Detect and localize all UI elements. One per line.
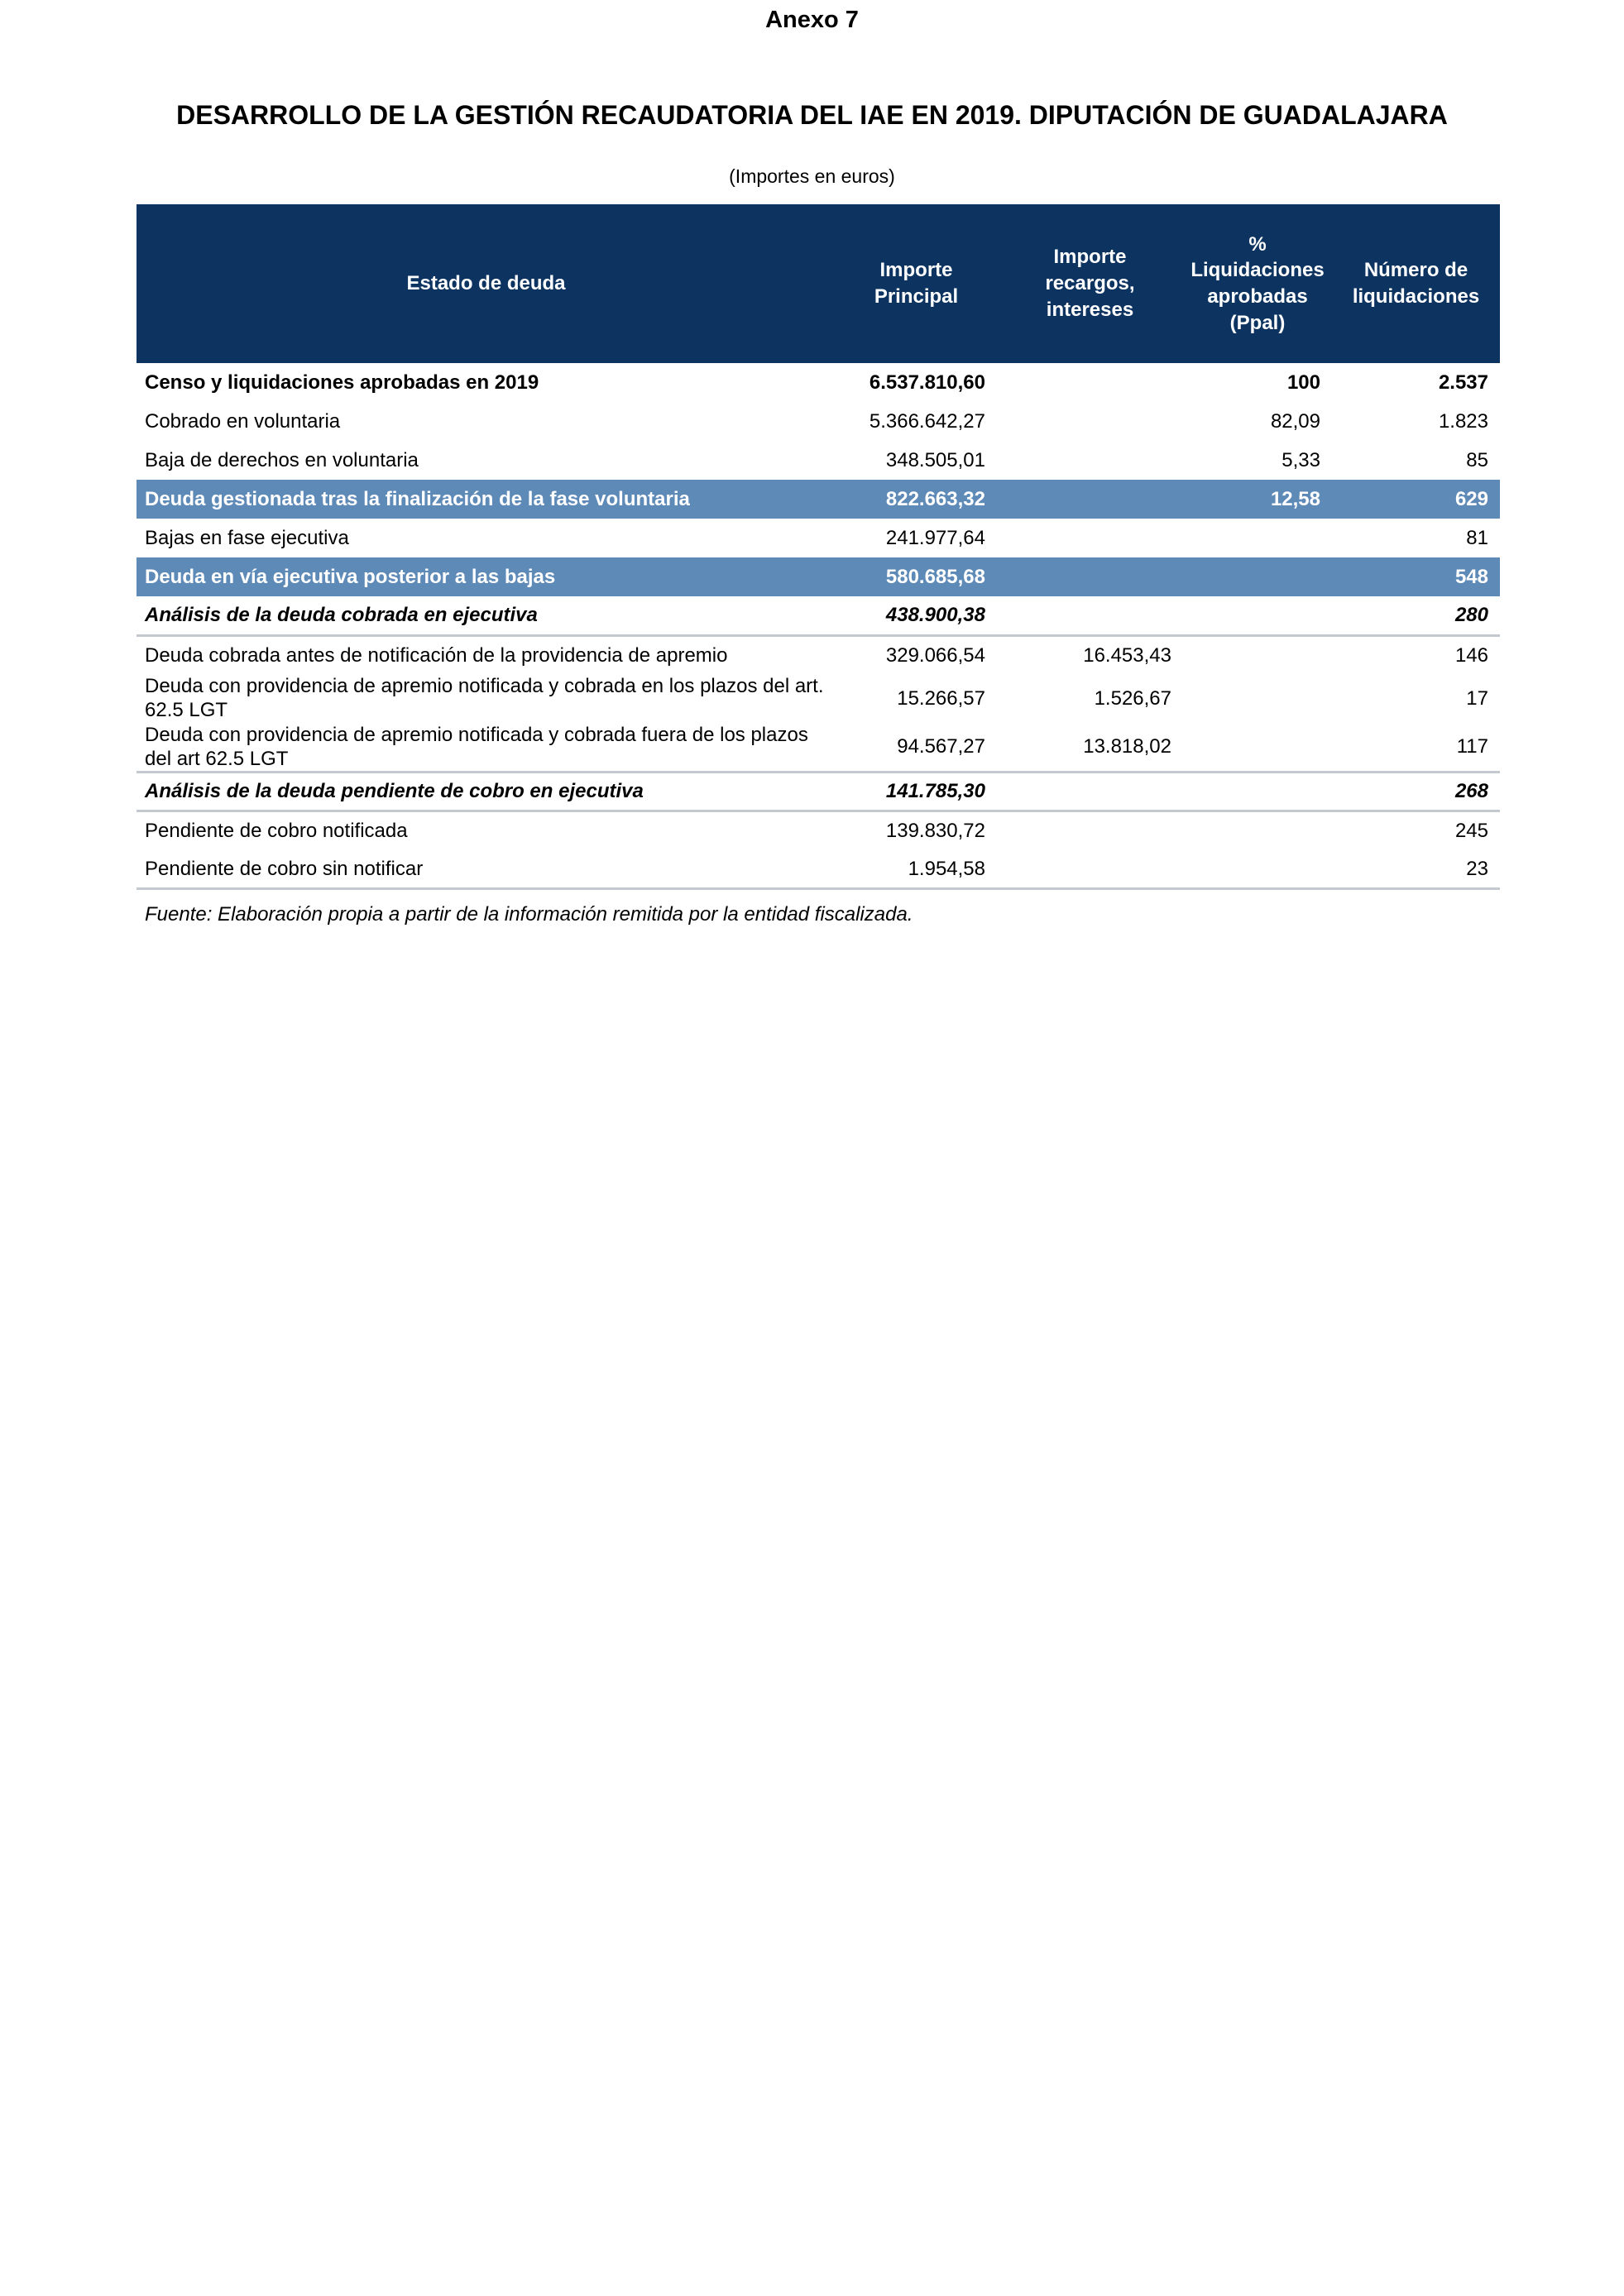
cell-importe-recargos bbox=[997, 402, 1183, 441]
cell-importe-recargos bbox=[997, 557, 1183, 596]
cell-num-liquidaciones: 117 bbox=[1332, 723, 1500, 773]
cell-num-liquidaciones: 17 bbox=[1466, 686, 1488, 710]
cell-importe-recargos bbox=[997, 519, 1183, 557]
cell-importe-principal: 438.900,38 bbox=[836, 596, 997, 635]
cell-importe-recargos: 1.526,67 bbox=[1094, 686, 1171, 710]
cell-importe-principal: 139.830,72 bbox=[885, 820, 985, 843]
row-label: Deuda en vía ejecutiva posterior a las bajas bbox=[137, 557, 836, 596]
col-header-estado-de-deuda: Estado de deuda bbox=[137, 204, 836, 363]
cell-importe-recargos bbox=[997, 480, 1183, 519]
cell-importe-recargos bbox=[997, 811, 1183, 850]
row-label: Deuda con providencia de apremio notificada y cobrada fuera de los plazos del art 62.5 LGT bbox=[137, 723, 836, 773]
cell-pct-liquidaciones bbox=[1183, 519, 1332, 557]
table-row bbox=[137, 723, 1500, 773]
cell-num-liquidaciones: 245 bbox=[1454, 820, 1488, 843]
table-row bbox=[137, 402, 1500, 441]
cell-importe-principal: 329.066,54 bbox=[885, 643, 985, 667]
cell-pct-liquidaciones: 100 bbox=[1286, 371, 1320, 394]
cell-importe-recargos bbox=[997, 850, 1183, 889]
col-header-pct-liquidaciones: % Liquidaciones aprobadas (Ppal) bbox=[1183, 204, 1332, 363]
cell-pct-liquidaciones bbox=[1183, 596, 1332, 635]
row-label: Deuda cobrada antes de notificación de la providencia de apremio bbox=[145, 643, 728, 667]
cell-importe-principal: 94.567,27 bbox=[836, 723, 997, 773]
cell-pct-liquidaciones: 82,09 bbox=[1270, 409, 1320, 433]
cell-importe-principal: 15.266,57 bbox=[897, 686, 985, 710]
table-row bbox=[137, 850, 1500, 889]
cell-pct-liquidaciones bbox=[1183, 811, 1332, 850]
cell-num-liquidaciones: 85 bbox=[1466, 448, 1488, 471]
cell-pct-liquidaciones bbox=[1183, 674, 1332, 723]
cell-importe-principal: 241.977,64 bbox=[885, 526, 985, 549]
col-header-importe-recargos: Importe recargos, intereses bbox=[997, 204, 1183, 363]
cell-importe-recargos: 13.818,02 bbox=[997, 723, 1183, 773]
cell-pct-liquidaciones bbox=[1183, 635, 1332, 674]
cell-importe-principal: 348.505,01 bbox=[885, 448, 985, 471]
cell-pct-liquidaciones bbox=[1183, 850, 1332, 889]
debt-table bbox=[137, 204, 1500, 890]
row-label: Análisis de la deuda cobrada en ejecutiva bbox=[137, 596, 836, 635]
cell-importe-principal: 822.663,32 bbox=[836, 480, 997, 519]
row-label: Censo y liquidaciones aprobadas en 2019 bbox=[145, 371, 539, 394]
cell-num-liquidaciones: 23 bbox=[1332, 850, 1500, 889]
page-title: DESARROLLO DE LA GESTIÓN RECAUDATORIA DEL IAE EN 2019. DIPUTACIÓN DE GUADALAJARA bbox=[176, 100, 1448, 130]
cell-num-liquidaciones: 629 bbox=[1332, 480, 1500, 519]
row-label: Pendiente de cobro sin notificar bbox=[137, 850, 836, 889]
annex-label: Anexo 7 bbox=[765, 7, 859, 33]
cell-pct-liquidaciones bbox=[1183, 723, 1332, 773]
table-row bbox=[137, 519, 1500, 557]
row-label: Cobrado en voluntaria bbox=[145, 409, 341, 433]
page-subtitle: (Importes en euros) bbox=[729, 165, 895, 187]
cell-importe-recargos bbox=[997, 363, 1183, 402]
cell-pct-liquidaciones: 5,33 bbox=[1281, 448, 1320, 471]
cell-num-liquidaciones: 2.537 bbox=[1438, 371, 1488, 394]
col-header-numero-liquidaciones: Número de liquidaciones bbox=[1332, 204, 1500, 363]
cell-importe-principal: 6.537.810,60 bbox=[869, 371, 985, 394]
row-label: Deuda gestionada tras la finalización de la fase voluntaria bbox=[137, 480, 836, 519]
table-row bbox=[137, 773, 1500, 811]
cell-importe-recargos bbox=[997, 441, 1183, 480]
cell-num-liquidaciones: 81 bbox=[1466, 526, 1488, 549]
cell-num-liquidaciones: 280 bbox=[1332, 596, 1500, 635]
cell-num-liquidaciones: 268 bbox=[1332, 773, 1500, 811]
row-label: Bajas en fase ejecutiva bbox=[145, 526, 349, 549]
cell-num-liquidaciones: 146 bbox=[1454, 643, 1488, 667]
table-row bbox=[137, 480, 1500, 519]
table-row bbox=[137, 596, 1500, 635]
cell-pct-liquidaciones bbox=[1183, 773, 1332, 811]
table-row bbox=[137, 363, 1500, 402]
cell-num-liquidaciones: 548 bbox=[1332, 557, 1500, 596]
cell-pct-liquidaciones: 12,58 bbox=[1183, 480, 1332, 519]
cell-num-liquidaciones: 1.823 bbox=[1438, 409, 1488, 433]
cell-importe-recargos bbox=[997, 773, 1183, 811]
cell-importe-principal: 5.366.642,27 bbox=[869, 409, 985, 433]
cell-importe-principal: 580.685,68 bbox=[836, 557, 997, 596]
cell-importe-principal: 1.954,58 bbox=[836, 850, 997, 889]
cell-importe-principal: 141.785,30 bbox=[836, 773, 997, 811]
table-row bbox=[137, 811, 1500, 850]
row-label: Deuda con providencia de apremio notificada y cobrada en los plazos del art. 62.5 LGT bbox=[145, 675, 824, 722]
row-label: Pendiente de cobro notificada bbox=[145, 820, 408, 843]
table-row bbox=[137, 635, 1500, 674]
table-body bbox=[137, 363, 1500, 889]
table-row bbox=[137, 674, 1500, 723]
cell-importe-recargos: 16.453,43 bbox=[1083, 643, 1171, 667]
cell-importe-recargos bbox=[997, 596, 1183, 635]
col-header-importe-principal: Importe Principal bbox=[836, 204, 997, 363]
cell-pct-liquidaciones bbox=[1183, 557, 1332, 596]
source-note: Fuente: Elaboración propia a partir de la información remitida por la entidad fiscalizada. bbox=[145, 903, 913, 926]
row-label: Baja de derechos en voluntaria bbox=[145, 448, 419, 471]
table-header-row bbox=[137, 204, 1500, 363]
row-label: Análisis de la deuda pendiente de cobro en ejecutiva bbox=[137, 773, 836, 811]
table-row bbox=[137, 441, 1500, 480]
table-row bbox=[137, 557, 1500, 596]
